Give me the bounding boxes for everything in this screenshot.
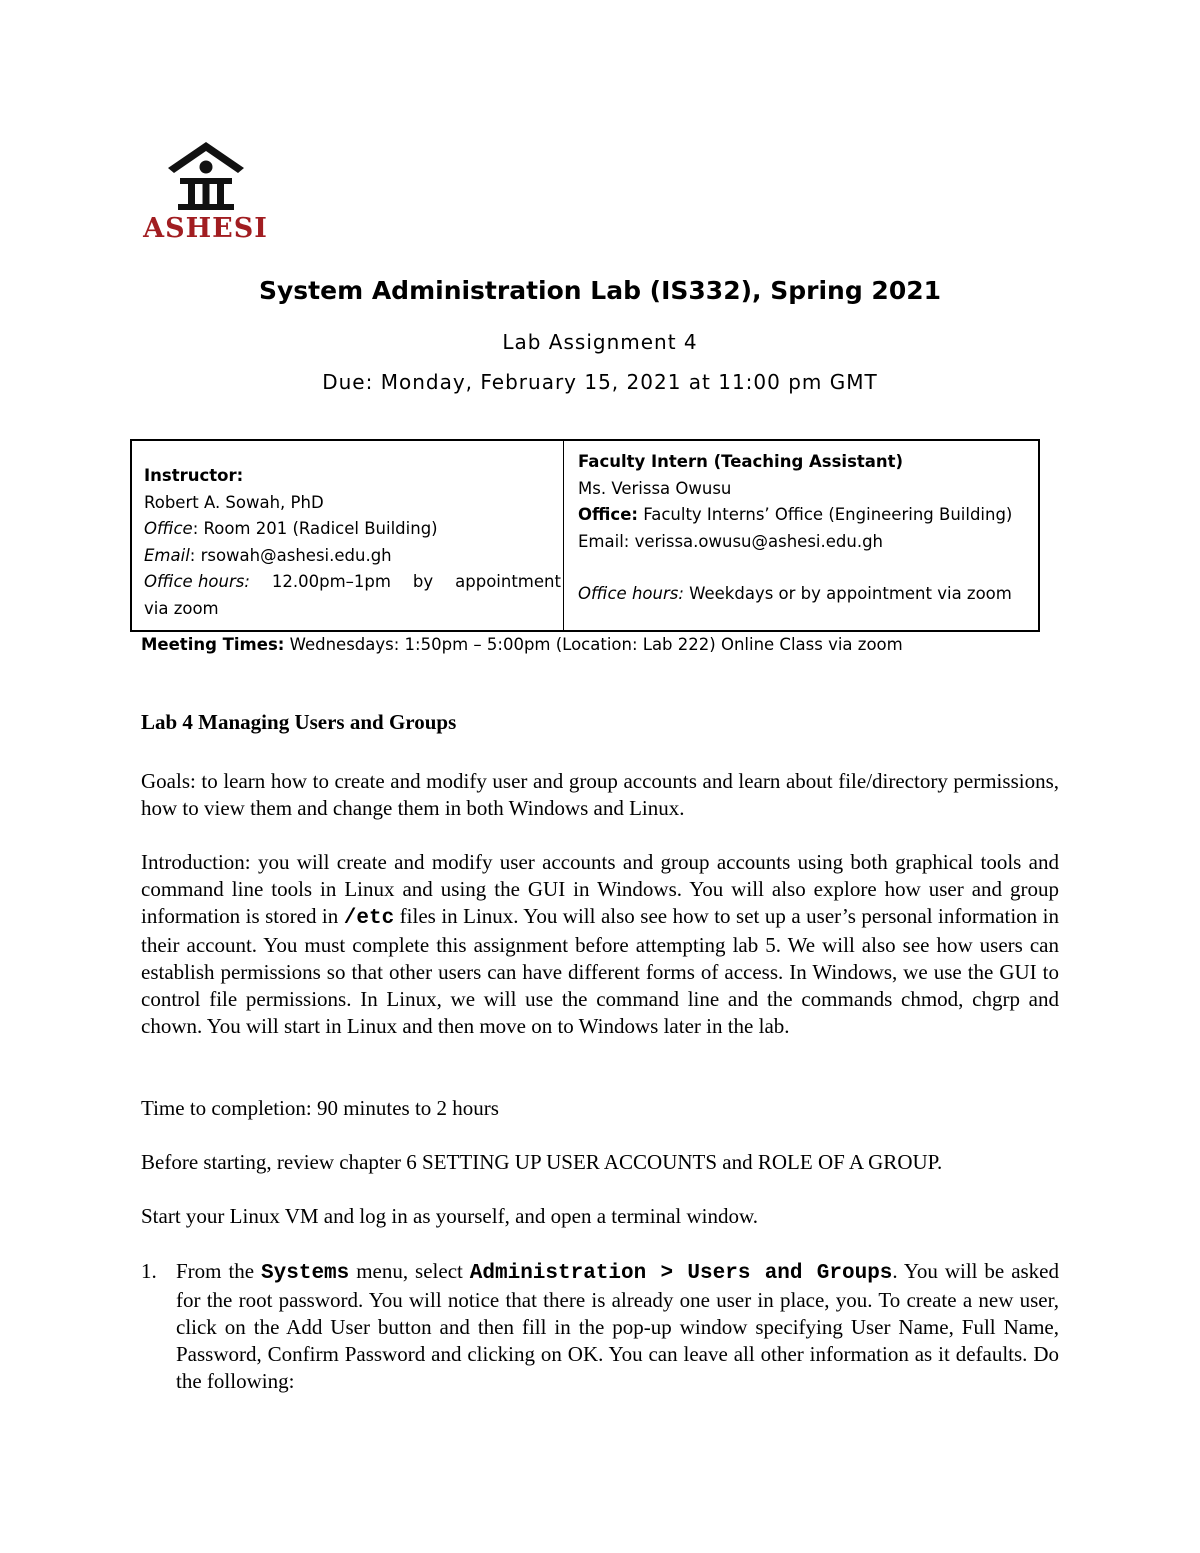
instructor-cell [132, 441, 564, 630]
intern-office-value: Faculty Interns’ Office (Engineering Building) [638, 505, 1013, 524]
intern-hours-label: Office hours: [578, 584, 684, 603]
instructor-hours-label: Office hours: [144, 572, 250, 591]
list-item-body [176, 1258, 1059, 1395]
intern-office [578, 502, 1038, 529]
instructor-office-label: Office [144, 519, 193, 538]
due-date: Due: Monday, February 15, 2021 at 11:00 pm GMT [322, 370, 878, 394]
time-paragraph: Time to completion: 90 minutes to 2 hours [141, 1096, 499, 1120]
logo-wordmark: ASHESI [143, 213, 268, 244]
ashesi-logo [138, 138, 273, 248]
instructor-office-value: : Room 201 (Radicel Building) [192, 519, 438, 538]
introduction-paragraph [141, 849, 1059, 1040]
start-paragraph: Start your Linux VM and log in as yourself, and open a terminal window. [141, 1204, 759, 1228]
lab-heading: Lab 4 Managing Users and Groups [141, 710, 457, 734]
intern-office-label: Office: [578, 505, 638, 524]
intern-cell [564, 441, 1038, 630]
instructor-hours [144, 569, 563, 596]
instructor-hours-time: 12.00pm–1pm [271, 572, 391, 591]
instructor-office [144, 516, 563, 543]
meeting-times [141, 635, 903, 654]
instructor-email [144, 543, 563, 570]
intern-hours-value: Weekdays or by appointment via zoom [683, 584, 1012, 603]
step-text-2: menu, select [349, 1259, 470, 1283]
intern-hours [578, 581, 1038, 608]
intern-email: Email: verissa.owusu@ashesi.edu.gh [578, 531, 884, 551]
assignment-title: Lab Assignment 4 [502, 330, 698, 354]
step-text-3: . You will be asked for the root password. You will notice that there is already one user in place, you. To create a new user, click on the Add User button and then fill in the pop-up window specifying User Name, Full Name, Password, Confirm Password and clicking on OK. You can leave all other information as it defaults. Do the following: [176, 1259, 1060, 1393]
step-text-1: From the [176, 1259, 262, 1283]
instructor-hours-by: by [412, 572, 434, 591]
spacer [578, 555, 1038, 581]
intro-text-1: Introduction: you will create and modify user accounts and group accounts using both graphical tools and command line tools in Linux and using the GUI in Windows. You will also explore how user and group information is stored in [141, 850, 1059, 928]
intro-code-etc: /etc [343, 907, 395, 930]
intro-text-2: files in Linux. You will also see how to set up a user’s personal information in their account. You must complete this assignment before attempting lab 5. We will also see how users can establish permissions so that other users can have different forms of access. In Windows, we use the GUI to control file permissions. In Linux, we will use the command line and the commands chmod, chgrp and chown. You will start in Linux and then move on to Windows later in the lab. [141, 904, 1060, 1038]
meeting-value: Wednesdays: 1:50pm – 5:00pm (Location: Lab 222) Online Class via zoom [284, 635, 903, 654]
step-code-systems: Systems [261, 1262, 350, 1285]
meeting-label: Meeting Times: [141, 635, 285, 654]
contact-table [130, 439, 1040, 632]
intern-name: Ms. Verissa Owusu [578, 478, 732, 498]
instructor-hours-appointment: appointment [455, 572, 561, 591]
instructor-email-label: Email [144, 545, 190, 565]
intern-heading: Faculty Intern (Teaching Assistant) [578, 452, 904, 471]
instructor-heading: Instructor: [144, 466, 244, 485]
instructor-hours-continued: via zoom [144, 598, 219, 618]
list-item-number: 1. [141, 1259, 157, 1283]
before-paragraph: Before starting, review chapter 6 SETTING UP USER ACCOUNTS and ROLE OF A GROUP. [141, 1150, 943, 1174]
ashesi-emblem-icon [164, 138, 248, 214]
course-title: System Administration Lab (IS332), Spring 2021 [258, 276, 942, 305]
instructor-email-value: : rsowah@ashesi.edu.gh [189, 545, 392, 565]
step-code-admin: Administration > Users and Groups [469, 1262, 893, 1285]
goals-paragraph: Goals: to learn how to create and modify user and group accounts and learn about file/directory permissions, how to view them and change them in both Windows and Linux. [141, 769, 1059, 820]
instructor-name: Robert A. Sowah, PhD [144, 492, 324, 512]
